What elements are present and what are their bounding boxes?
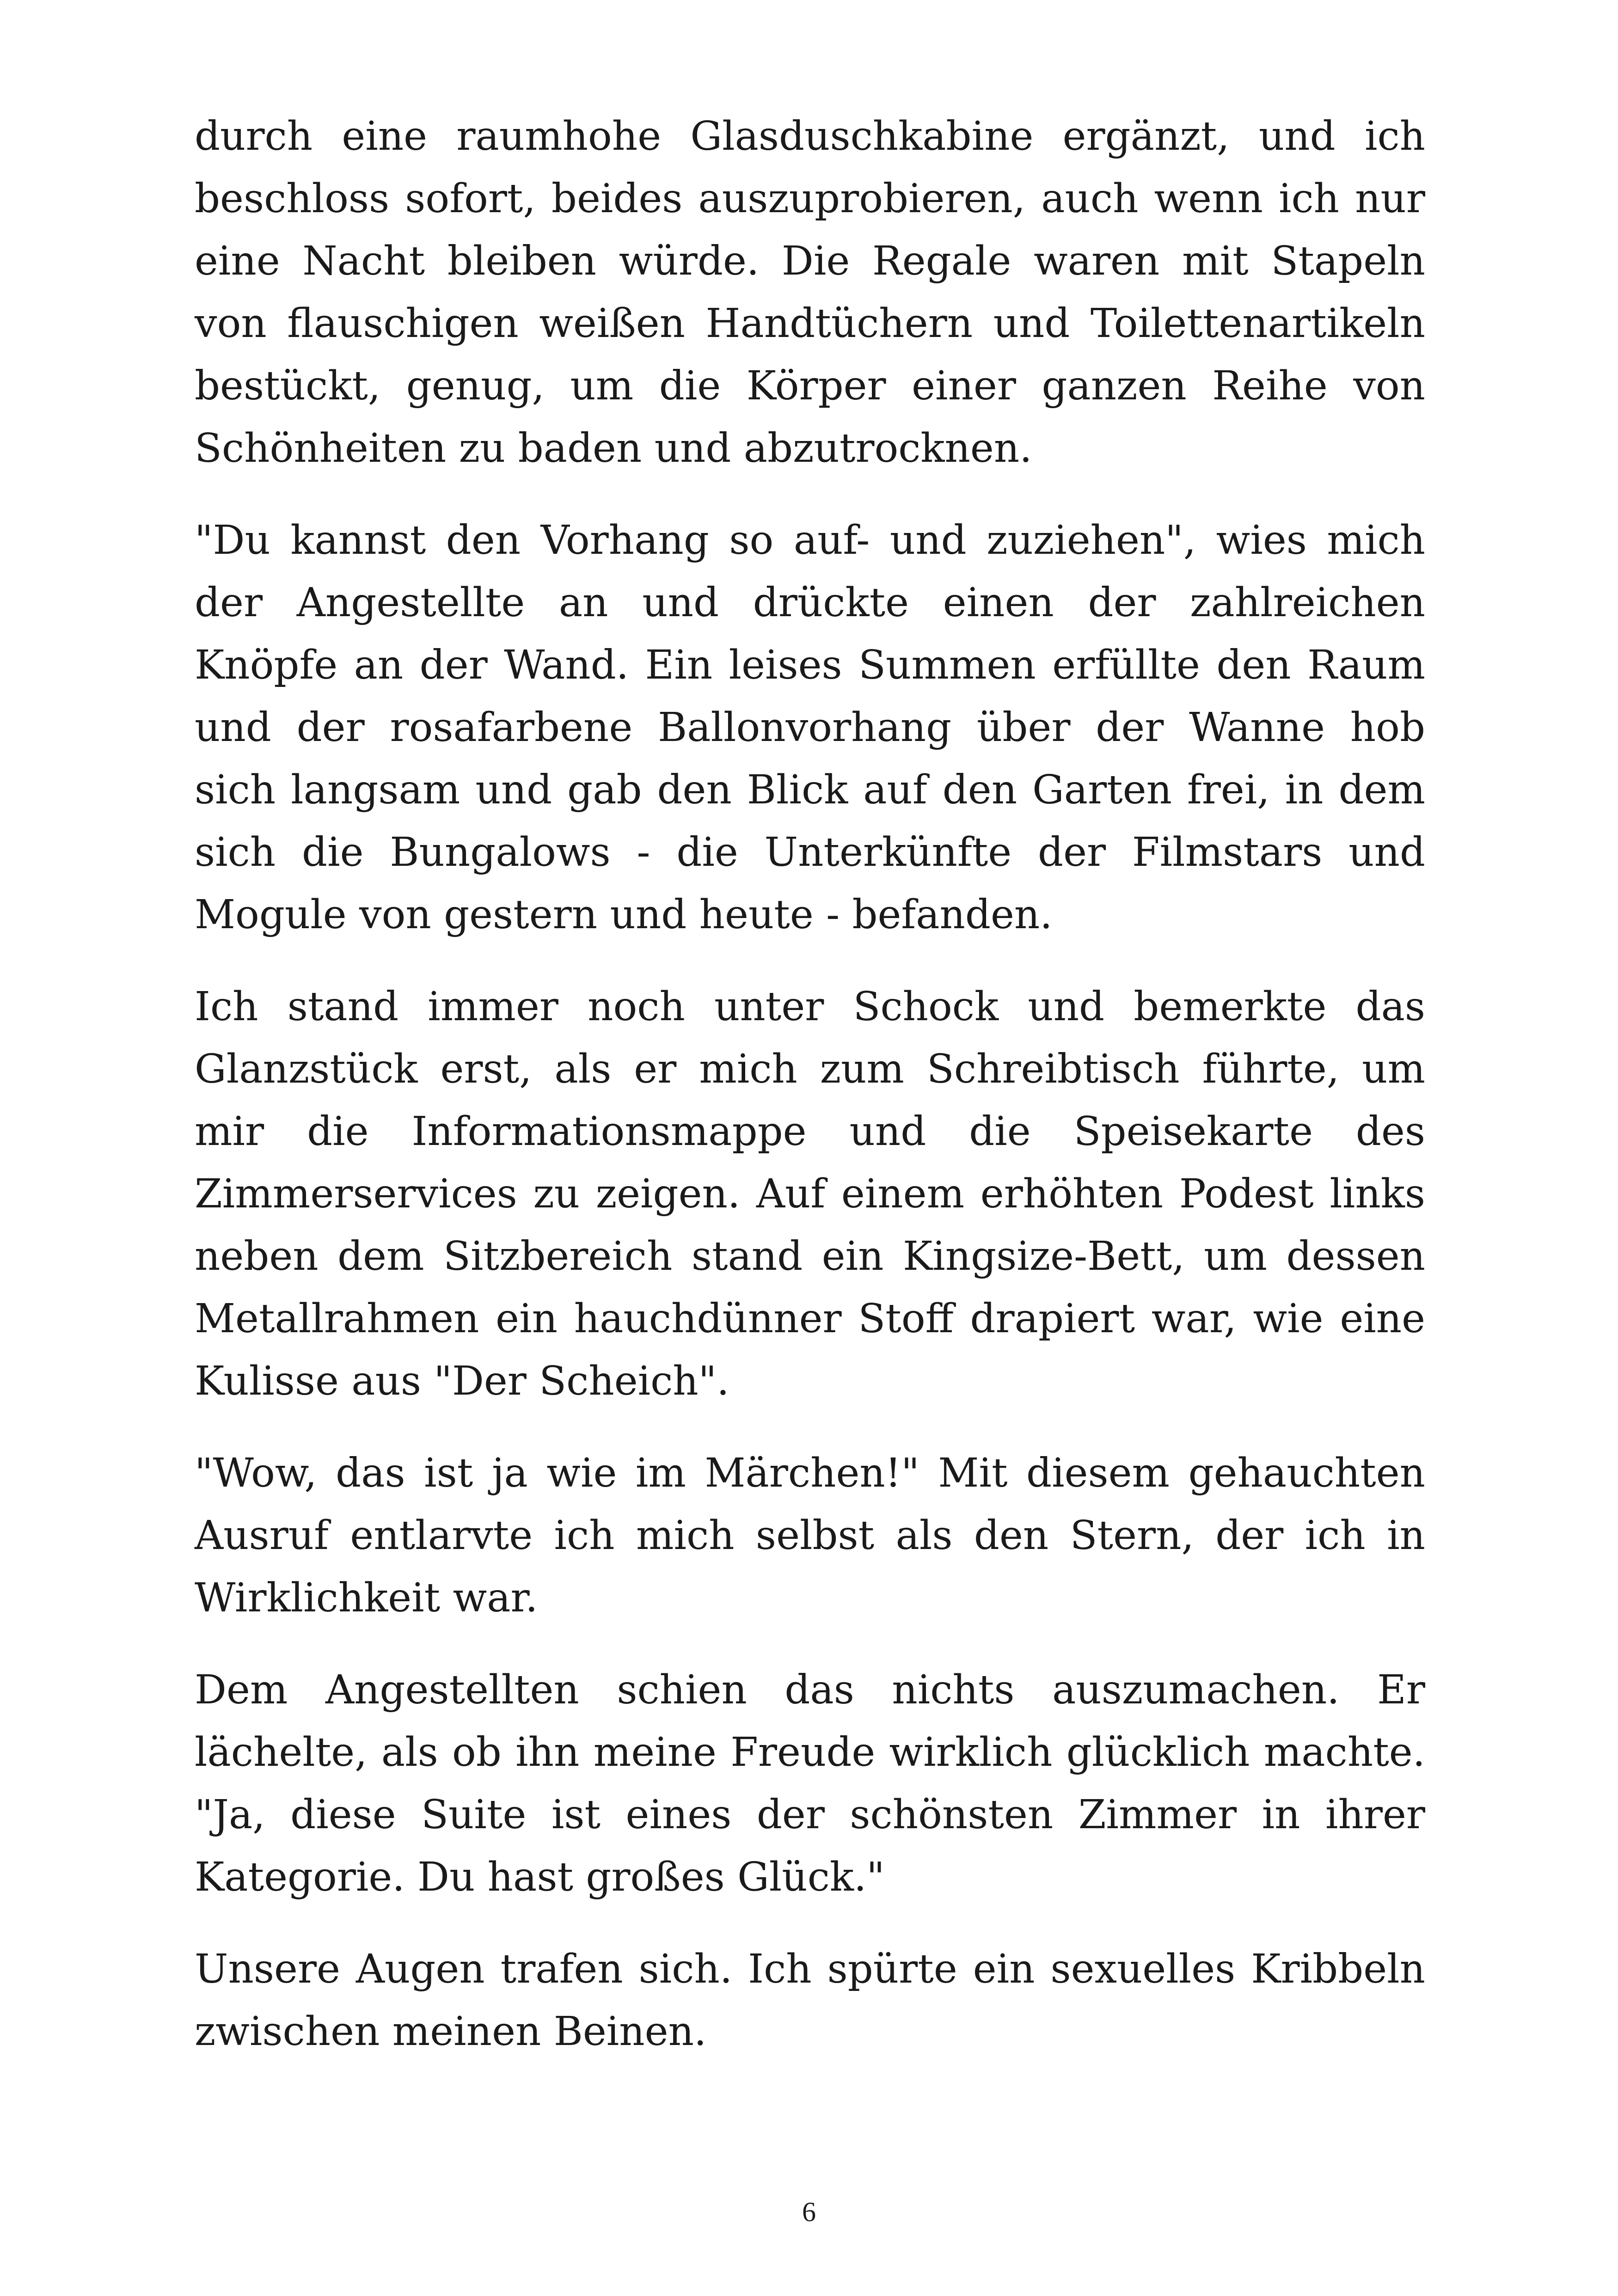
paragraph-3: Ich stand immer noch unter Schock und bemerkte das Glanzstück erst, als er mich zum Schreibtisch führte, um mir die Informationsmappe und die Speisekarte des Zimmerservices zu zeigen. Auf einem erhöhten Podest links neben dem Sitzbereich stand ein Kingsize-Bett, um dessen Metallrahmen ein hauchdünner Stoff drapiert war, wie eine Kulisse aus "Der Scheich". [195,984,1425,1404]
page-number: 6 [802,2197,816,2227]
paragraph-1: durch eine raumhohe Glasduschkabine ergänzt, und ich beschloss sofort, beides auszuprobieren, auch wenn ich nur eine Nacht bleiben würde. Die Regale waren mit Stapeln von flauschigen weißen Handtüchern und Toilettenartikeln bestückt, genug, um die Körper einer ganzen Reihe von Schönheiten zu baden und abzutrocknen. [195,113,1425,471]
paragraph-5: Dem Angestellten schien das nichts auszumachen. Er lächelte, als ob ihn meine Freude wirklich glücklich machte. "Ja, diese Suite ist eines der schönsten Zimmer in ihrer Kategorie. Du hast großes Glück." [195,1667,1425,1900]
paragraph-4: "Wow, das ist ja wie im Märchen!" Mit diesem gehauchten Ausruf entlarvte ich mich selbst als den Stern, der ich in Wirklichkeit war. [195,1450,1425,1621]
paragraph-6: Unsere Augen trafen sich. Ich spürte ein sexuelles Kribbeln zwischen meinen Beinen. [195,1946,1425,2055]
body-text [195,105,1425,2093]
paragraph-2: "Du kannst den Vorhang so auf- und zuziehen", wies mich der Angestellte an und drückte einen der zahlreichen Knöpfe an der Wand. Ein leises Summen erfüllte den Raum und der rosafarbene Ballonvorhang über der Wanne hob sich langsam und gab den Blick auf den Garten frei, in dem sich die Bungalows - die Unterkünfte der Filmstars und Mogule von gestern und heute - befanden. [195,517,1425,938]
